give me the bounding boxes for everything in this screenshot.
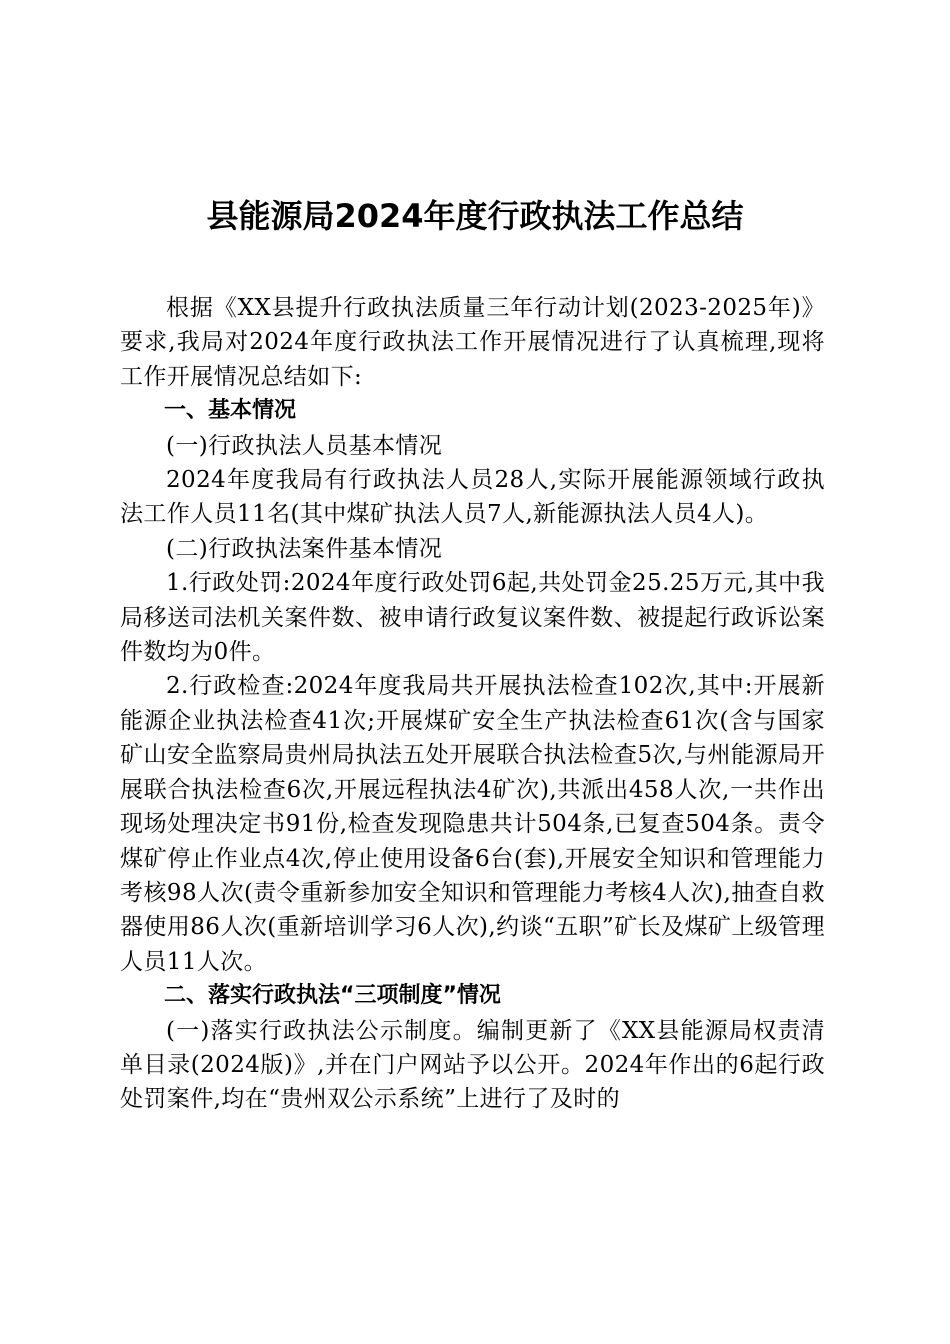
document-body <box>120 291 825 1117</box>
intro-paragraph: 根据《XX县提升行政执法质量三年行动计划(2023-2025年)》要求,我局对2024年度行政执法工作开展情况进行了认真梳理,现将工作开展情况总结如下: <box>120 295 825 390</box>
subsection-heading-personnel: (一)行政执法人员基本情况 <box>166 432 443 459</box>
publicity-paragraph: (一)落实行政执法公示制度。编制更新了《XX县能源局权责清单目录(2024版)》,并在门户网站予以公开。2024年作出的6起行政处罚案件,均在“贵州双公示系统”上进行了及时的 <box>120 1017 825 1113</box>
section-heading-three-systems: 二、落实行政执法“三项制度”情况 <box>164 983 501 1009</box>
inspection-paragraph: 2.行政检查:2024年度我局共开展执法检查102次,其中:开展新能源企业执法检查41次;开展煤矿安全生产执法检查61次(含与国家矿山安全监察局贵州局执法五处开展联合执法检查5次,与州能源局开展联合执法检查6次,开展远程执法4矿次),共派出458人次,一共作出现场处理决定书91份,检查发现隐患共计504条,已复查504条。责令煤矿停止作业点4次,停止使用设备6台(套),开展安全知识和管理能力考核98人次(责令重新参加安全知识和管理能力考核4人次),抽查自救器使用86人次(重新培训学习6人次),约谈“五职”矿长及煤矿上级管理人员11人次。 <box>120 673 825 975</box>
penalty-paragraph: 1.行政处罚:2024年度行政处罚6起,共处罚金25.25万元,其中我局移送司法机关案件数、被申请行政复议案件数、被提起行政诉讼案件数均为0件。 <box>120 570 825 666</box>
subsection-heading-cases: (二)行政执法案件基本情况 <box>166 535 443 562</box>
document-title: 县能源局2024年度行政执法工作总结 <box>206 197 744 235</box>
section-heading-basic: 一、基本情况 <box>164 398 297 424</box>
personnel-paragraph: 2024年度我局有行政执法人员28人,实际开展能源领域行政执法工作人员11名(其中煤矿执法人员7人,新能源执法人员4人)。 <box>120 467 825 528</box>
